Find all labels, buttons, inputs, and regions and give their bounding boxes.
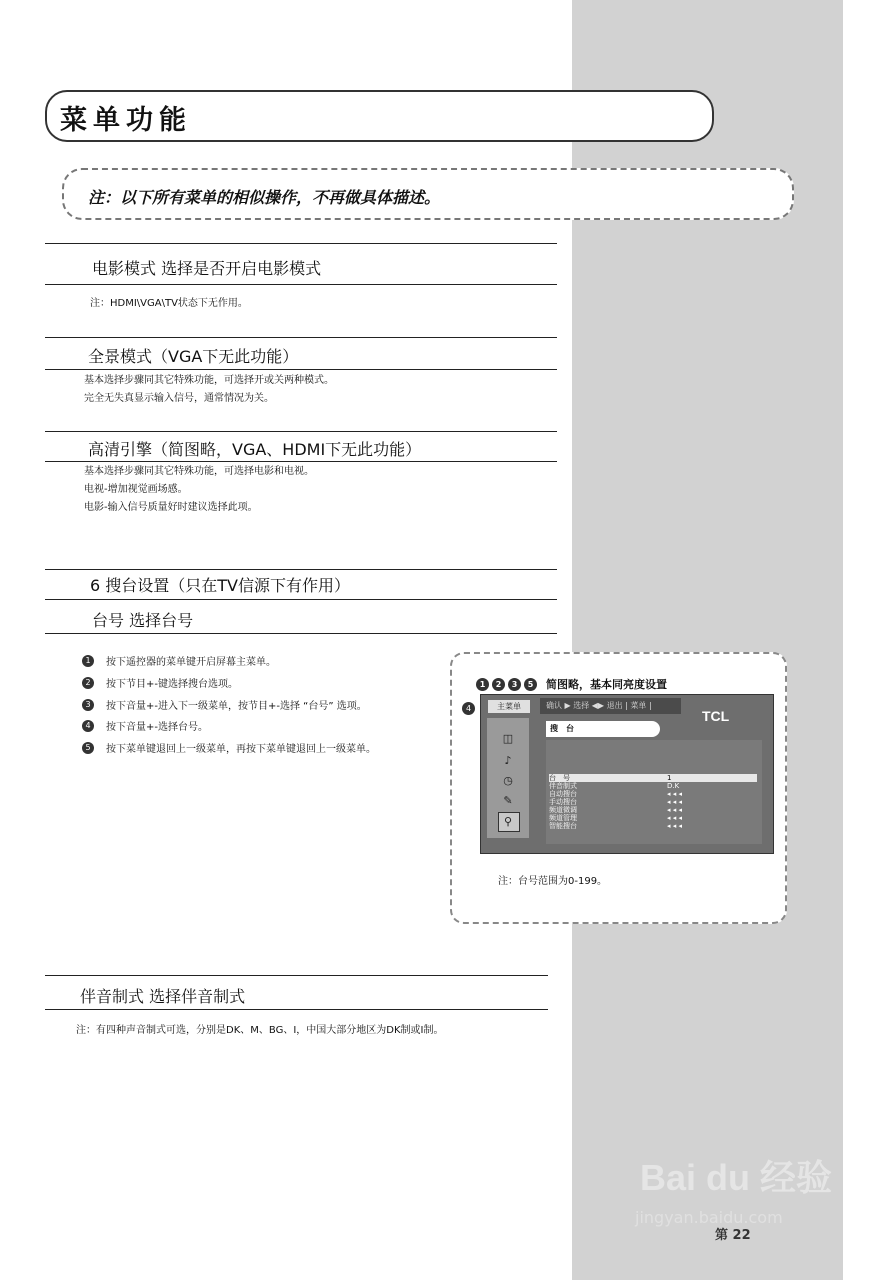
step-text: 按下音量+-选择台号。 — [106, 722, 208, 733]
sound-system-heading: 伴音制式 选择伴音制式 — [80, 987, 246, 1006]
divider — [45, 369, 557, 370]
menu-item — [549, 798, 757, 806]
menu-item-label: 频道管理 — [549, 814, 577, 822]
step-number: 4 — [82, 720, 94, 732]
step-text: 按下菜单键退回上一级菜单，再按下菜单键退回上一级菜单。 — [106, 744, 376, 755]
divider — [45, 431, 557, 432]
tcl-logo: TCL — [702, 708, 730, 724]
step-dot: 2 — [492, 678, 505, 691]
tools-icon: ✎ — [503, 794, 513, 807]
step-4 — [82, 718, 208, 733]
step-dot: 1 — [476, 678, 489, 691]
menu-item-value: 1 — [667, 774, 672, 782]
step-dot: 3 — [508, 678, 521, 691]
divider — [45, 337, 557, 338]
menu-item — [549, 774, 757, 782]
menu-item-label: 台 号 — [549, 774, 570, 782]
menu-item-value: ◂ ◂ ◂ — [667, 790, 682, 798]
menu-item — [549, 790, 757, 798]
sound-icon: ♪ — [504, 754, 512, 767]
panel-steps-label: 简图略，基本同亮度设置 — [546, 678, 667, 691]
sound-system-note: 注：有四种声音制式可选，分别是DK、M、BG、I，中国大部分地区为DK制或I制。 — [76, 1025, 444, 1036]
picture-icon: ◫ — [502, 732, 514, 745]
step-3 — [82, 697, 367, 712]
baidu-watermark: Bai du 经验 — [640, 1157, 833, 1198]
step-text: 按下音量+-进入下一级菜单，按节目+-选择 “台号” 选项。 — [106, 701, 367, 712]
panel-note: 注：台号范围为0-199。 — [498, 876, 608, 887]
menu-item-value: ◂ ◂ ◂ — [667, 806, 682, 814]
movie-mode-note: 注：HDMI\VGA\TV状态下无作用。 — [90, 298, 248, 309]
main-menu-tab: 主菜单 — [488, 700, 530, 713]
menu-item — [549, 822, 757, 830]
menu-item-label: 伴音制式 — [549, 782, 577, 790]
hd-engine-heading: 高清引擎（简图略，VGA、HDMI下无此功能） — [88, 440, 422, 459]
menu-breadcrumb: 确认 ▶ 选择 ◀▶ 退出 | 菜单 | — [540, 698, 681, 714]
movie-mode-heading: 电影模式 选择是否开启电影模式 — [92, 259, 322, 278]
page-title: 菜单功能 — [60, 105, 192, 136]
step-1 — [82, 653, 276, 668]
menu-item — [549, 782, 757, 790]
magnifier-icon: ⚲ — [503, 815, 513, 828]
clock-icon: ◷ — [503, 774, 513, 787]
divider — [45, 975, 548, 976]
search-heading: 6 搜台设置（只在TV信源下有作用） — [90, 576, 350, 595]
divider — [45, 599, 557, 600]
panorama-line-1: 基本选择步骤同其它特殊功能，可选择开或关两种模式。 — [84, 375, 334, 386]
step-2 — [82, 675, 238, 690]
panel-steps — [476, 676, 667, 692]
step-text: 按下遥控器的菜单键开启屏幕主菜单。 — [106, 657, 276, 668]
menu-item-label: 频道微调 — [549, 806, 577, 814]
menu-item — [549, 814, 757, 822]
step-dot: 4 — [462, 702, 475, 715]
menu-item — [549, 806, 757, 814]
step-text: 按下节目+-键选择搜台选项。 — [106, 679, 238, 690]
divider — [45, 461, 557, 462]
submenu-title: 搜 台 — [546, 721, 660, 737]
menu-item-value: ◂ ◂ ◂ — [667, 814, 682, 822]
panorama-line-2: 完全无失真显示输入信号，通常情况为关。 — [84, 393, 274, 404]
menu-item-label: 手动搜台 — [549, 798, 577, 806]
divider — [45, 243, 557, 244]
hd-engine-line-1: 基本选择步骤同其它特殊功能，可选择电影和电视。 — [84, 466, 314, 477]
divider — [45, 633, 557, 634]
hd-engine-line-3: 电影-输入信号质量好时建议选择此项。 — [84, 502, 258, 513]
step-number: 1 — [82, 655, 94, 667]
menu-item-value: D.K — [667, 782, 680, 790]
general-note: 注：以下所有菜单的相似操作，不再做具体描述。 — [88, 188, 441, 207]
menu-item-label: 自动搜台 — [549, 790, 577, 798]
channel-no-heading: 台号 选择台号 — [92, 611, 194, 630]
menu-item-value: ◂ ◂ ◂ — [667, 798, 682, 806]
step-5 — [82, 740, 376, 755]
panorama-heading: 全景模式（VGA下无此功能） — [88, 347, 299, 366]
divider — [45, 284, 557, 285]
watermark-url: jingyan.baidu.com — [635, 1208, 783, 1227]
step-number: 2 — [82, 677, 94, 689]
step-number: 3 — [82, 699, 94, 711]
page-number: 第 22 — [715, 1228, 751, 1243]
step-dot: 5 — [524, 678, 537, 691]
divider — [45, 569, 557, 570]
divider — [45, 1009, 548, 1010]
hd-engine-line-2: 电视-增加视觉画场感。 — [84, 484, 188, 495]
menu-item-value: ◂ ◂ ◂ — [667, 822, 682, 830]
step-number: 5 — [82, 742, 94, 754]
menu-item-label: 智能搜台 — [549, 822, 577, 830]
